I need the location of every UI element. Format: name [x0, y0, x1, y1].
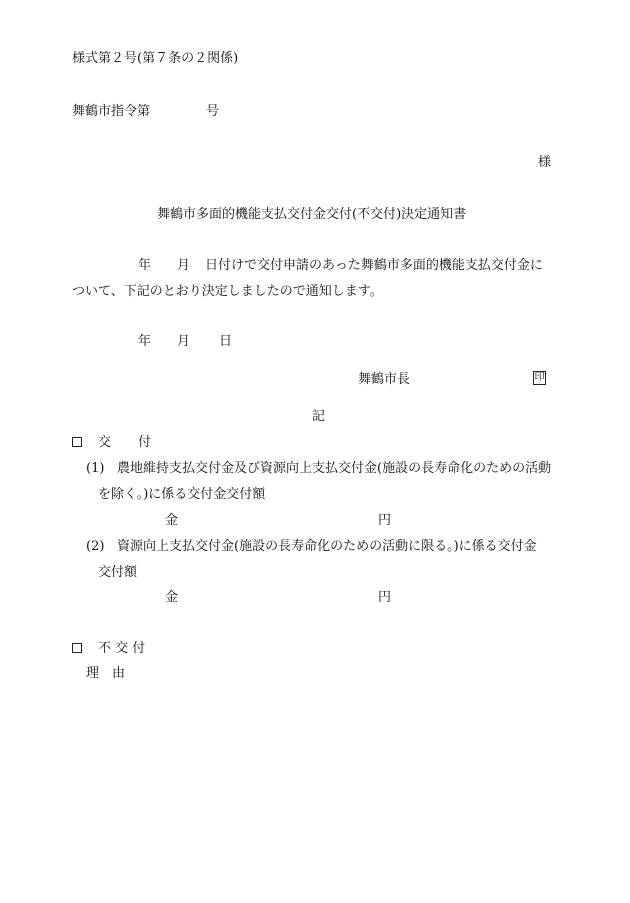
reason-label-2: 由 [112, 666, 126, 681]
form-number: 様式第２号(第７条の２関係) [72, 51, 239, 66]
document-title: 舞鶴市多面的機能支払交付金交付(不交付)決定通知書 [157, 207, 467, 222]
addressee-honorific: 様 [538, 155, 552, 170]
body-line2: ついて、下記のとおり決定しましたので通知します。 [72, 284, 383, 299]
item1-amount-suffix: 円 [378, 513, 392, 528]
date-month: 月 [177, 334, 191, 349]
nongrant-checkbox [72, 643, 82, 653]
item2-amount-suffix: 円 [378, 590, 392, 605]
body-month: 月 [177, 258, 191, 273]
item1-amount-prefix: 金 [165, 513, 179, 528]
item1-text-line2: を除く。)に係る交付金交付額 [98, 487, 266, 502]
date-year: 年 [138, 334, 152, 349]
issuer-name: 舞鶴市長 [358, 372, 411, 387]
grant-label-1: 交 [98, 435, 112, 450]
item1-number: (1) [86, 461, 105, 476]
item2-text-line2: 交付額 [98, 565, 138, 580]
reason-label-1: 理 [86, 666, 100, 681]
nongrant-section-heading [72, 641, 82, 657]
reference-suffix: 号 [206, 104, 220, 119]
grant-section-heading [72, 435, 82, 451]
date-day: 日 [219, 334, 233, 349]
reference-prefix: 舞鶴市指令第 [72, 104, 151, 119]
official-seal: 印 [534, 372, 545, 383]
grant-label-2: 付 [138, 435, 152, 450]
item2-text-line1: 資源向上支払交付金(施設の長寿命化のための活動に限る。)に係る交付金 [117, 539, 537, 554]
ki-heading: 記 [312, 409, 326, 424]
body-year: 年 [138, 258, 152, 273]
body-line1: 日付けで交付申請のあった舞鶴市多面的機能支払交付金に [205, 258, 543, 273]
item1-text-line1: 農地維持支払交付金及び資源向上支払交付金(施設の長寿命化のための活動 [117, 461, 552, 476]
grant-checkbox [72, 437, 82, 447]
item2-amount-prefix: 金 [165, 590, 179, 605]
nongrant-label: 不 交 付 [98, 641, 146, 656]
item2-number: (2) [86, 539, 105, 554]
